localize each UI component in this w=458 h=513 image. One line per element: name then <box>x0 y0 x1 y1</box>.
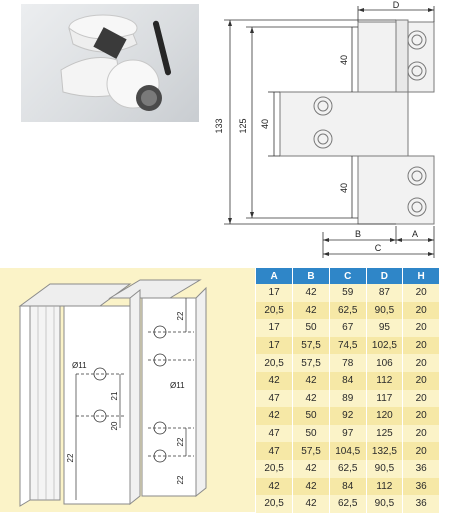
dimension-40-bottom-label: 40 <box>339 182 349 194</box>
table-cell: 36 <box>403 495 440 513</box>
table-cell: 42 <box>293 372 330 390</box>
table-cell: 42 <box>256 407 293 425</box>
profile-dim-22-left-label: 22 <box>66 453 75 463</box>
table-cell: 36 <box>403 460 440 478</box>
table-cell: 20,5 <box>256 354 293 372</box>
table-cell: 90,5 <box>366 495 403 513</box>
table-header-row <box>256 268 440 284</box>
table-cell: 57,5 <box>293 442 330 460</box>
table-cell: 84 <box>329 478 366 496</box>
profile-dim-22-top-label: 22 <box>176 311 185 321</box>
table-cell: 20 <box>403 407 440 425</box>
table-cell: 87 <box>366 284 403 302</box>
table-cell: 42 <box>293 460 330 478</box>
table-cell: 104,5 <box>329 442 366 460</box>
table-cell: 42 <box>293 302 330 320</box>
table-cell: 89 <box>329 390 366 408</box>
table-cell: 57,5 <box>293 354 330 372</box>
profile-dim-11-left-label: Ø11 <box>72 361 87 370</box>
table-cell: 106 <box>366 354 403 372</box>
table-cell: 17 <box>256 319 293 337</box>
hinge-photo-illustration <box>21 4 199 122</box>
table-cell: 90,5 <box>366 302 403 320</box>
table-cell: 42 <box>293 495 330 513</box>
table-cell: 50 <box>293 319 330 337</box>
profile-dim-22-bottom-label: 22 <box>176 475 185 485</box>
table-cell: 120 <box>366 407 403 425</box>
table-cell: 59 <box>329 284 366 302</box>
table-cell: 112 <box>366 478 403 496</box>
table-cell: 20 <box>403 425 440 443</box>
table-cell: 20 <box>403 372 440 390</box>
table-cell: 92 <box>329 407 366 425</box>
table-cell: 47 <box>256 390 293 408</box>
table-cell: 67 <box>329 319 366 337</box>
table-row <box>256 337 440 355</box>
table-cell: 102,5 <box>366 337 403 355</box>
table-cell: 112 <box>366 372 403 390</box>
dimension-C-label: C <box>374 243 382 253</box>
table-row <box>256 284 440 302</box>
hinge-dimension-drawing <box>210 0 458 262</box>
table-cell: 78 <box>329 354 366 372</box>
table-cell: 95 <box>366 319 403 337</box>
table-cell: 97 <box>329 425 366 443</box>
table-cell: 50 <box>293 407 330 425</box>
column-header-H: H <box>403 268 440 284</box>
table-cell: 42 <box>293 478 330 496</box>
table-cell: 50 <box>293 425 330 443</box>
table-row <box>256 390 440 408</box>
table-cell: 42 <box>293 284 330 302</box>
technical-drawing <box>210 0 458 262</box>
table-row <box>256 495 440 513</box>
table-cell: 20 <box>403 390 440 408</box>
table-row <box>256 478 440 496</box>
table-cell: 42 <box>256 372 293 390</box>
table-row <box>256 319 440 337</box>
profile-hole-drawing <box>0 268 255 512</box>
column-header-B: B <box>293 268 330 284</box>
table-row <box>256 302 440 320</box>
table-cell: 125 <box>366 425 403 443</box>
dimension-40-middle-label: 40 <box>260 118 270 130</box>
table-cell: 57,5 <box>293 337 330 355</box>
table-cell: 42 <box>293 390 330 408</box>
table-cell: 20 <box>403 442 440 460</box>
table-cell: 36 <box>403 478 440 496</box>
table-cell: 20 <box>403 302 440 320</box>
hinge-photo <box>21 4 199 122</box>
table-row <box>256 407 440 425</box>
column-header-C: C <box>329 268 366 284</box>
table-cell: 47 <box>256 442 293 460</box>
table-cell: 17 <box>256 337 293 355</box>
table-row <box>256 442 440 460</box>
dimension-125-label: 125 <box>238 118 248 134</box>
dimension-B-label: B <box>354 229 362 239</box>
column-header-D: D <box>366 268 403 284</box>
table-cell: 132,5 <box>366 442 403 460</box>
table-cell: 62,5 <box>329 302 366 320</box>
dimension-D-label: D <box>392 0 400 10</box>
table-cell: 47 <box>256 425 293 443</box>
table-cell: 74,5 <box>329 337 366 355</box>
table-row <box>256 372 440 390</box>
table-cell: 20 <box>403 354 440 372</box>
dimensions-table <box>256 268 440 513</box>
profile-dim-11-right-label: Ø11 <box>170 381 185 390</box>
table-cell: 20,5 <box>256 460 293 478</box>
column-header-A: A <box>256 268 293 284</box>
table-cell: 42 <box>256 478 293 496</box>
dimension-A-label: A <box>411 229 419 239</box>
profile-dim-22-mid-label: 22 <box>176 437 185 447</box>
table-cell: 117 <box>366 390 403 408</box>
table-cell: 20,5 <box>256 302 293 320</box>
table-cell: 62,5 <box>329 495 366 513</box>
table-cell: 17 <box>256 284 293 302</box>
table-row <box>256 425 440 443</box>
table-cell: 20 <box>403 319 440 337</box>
profile-dim-20-label: 20 <box>110 421 119 431</box>
dimension-40-top-label: 40 <box>339 54 349 66</box>
table-cell: 20 <box>403 284 440 302</box>
table-cell: 20,5 <box>256 495 293 513</box>
table-cell: 90,5 <box>366 460 403 478</box>
profile-drawing <box>0 268 255 512</box>
profile-dim-21-label: 21 <box>110 391 119 401</box>
table-row <box>256 460 440 478</box>
dimension-133-label: 133 <box>214 118 224 134</box>
table-cell: 20 <box>403 337 440 355</box>
table-cell: 62,5 <box>329 460 366 478</box>
table-cell: 84 <box>329 372 366 390</box>
table-row <box>256 354 440 372</box>
